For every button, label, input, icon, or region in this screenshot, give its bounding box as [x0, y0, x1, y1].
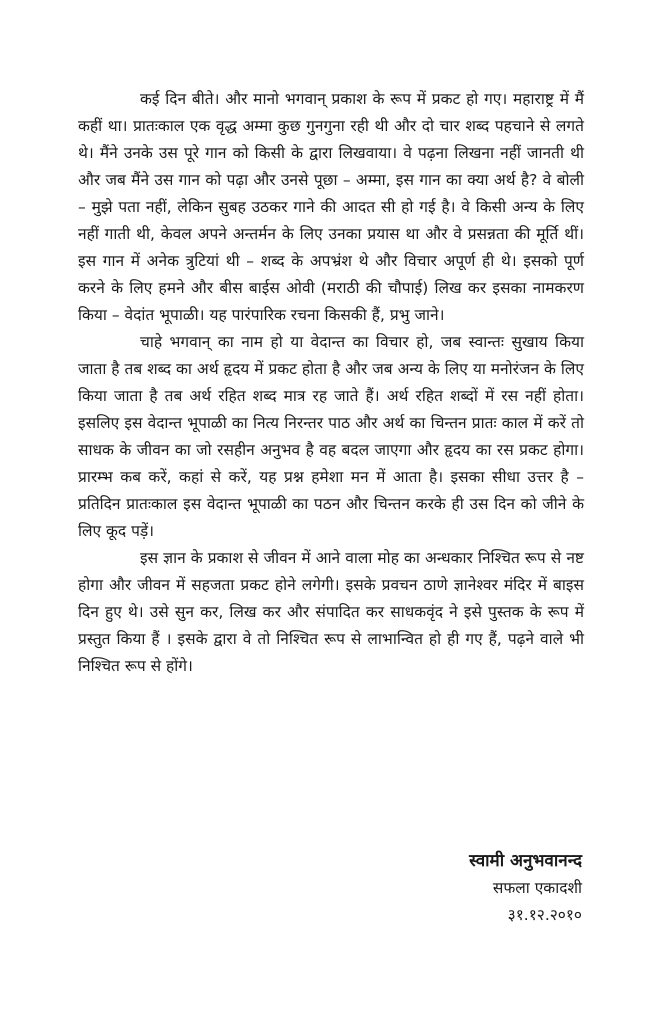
occasion: सफला एकादशी	[492, 879, 582, 897]
preface-body	[78, 86, 584, 680]
paragraph-3: इस ज्ञान के प्रकाश से जीवन में आने वाला मोह का अन्धकार निश्चित रूप से नष्ट होगा और जीवन में सहजता प्रकट होने लगेगी। इसके प्रवचन ठाणे ज्ञानेश्वर मंदिर में बाइस दिन हुए थे। उसे सुन कर, लिख कर और संपादित कर साधकवृंद ने इसे पुस्तक के रूप में प्रस्तुत किया हैं । इसके द्वारा वे तो निश्चित रूप से लाभान्वित हो ही गए हैं, पढ़ने वाले भी निश्चित रूप से होंगे।	[78, 549, 584, 675]
author-name: स्वामी अनुभवानन्द	[469, 851, 582, 871]
signature-block	[469, 848, 582, 929]
paragraph-1: कई दिन बीते। और मानो भगवान् प्रकाश के रूप में प्रकट हो गए। महाराष्ट्र में मैं कहीं था। प्रातःकाल एक वृद्ध अम्मा कुछ गुनगुना रही थी और दो चार शब्द पहचाने से लगते थे। मैंने उनके उस पूरे गान को किसी के द्वारा लिखवाया। वे पढ़ना लिखना नहीं जानती थी और जब मैंने उस गान को पढ़ा और उनसे पूछा – अम्मा, इस गान का क्या अर्थ है? वे बोली – मुझे पता नहीं, लेकिन सुबह उठकर गाने की आदत सी हो गई है। वे किसी अन्य के लिए नहीं गाती थी, केवल अपने अन्तर्मन के लिए उनका प्रयास था और वे प्रसन्नता की मूर्ति थीं। इस गान में अनेक त्रुटियां थी – शब्द के अपभ्रंश थे और विचार अपूर्ण ही थे। इसको पूर्ण करने के लिए हमने और बीस बाईस ओवी (मराठी की चौपाई) लिख कर इसका नामकरण किया – वेदांत भूपाळी। यह पारंपारिक रचना किसकी हैं, प्रभु जाने।	[78, 90, 584, 324]
paragraph-2: चाहे भगवान् का नाम हो या वेदान्त का विचार हो, जब स्वान्तः सुखाय किया जाता है तब शब्द का अर्थ हृदय में प्रकट होता है और जब अन्य के लिए या मनोरंजन के लिए किया जाता है तब अर्थ रहित शब्द मात्र रह जाते हैं। अर्थ रहित शब्दों में रस नहीं होता। इसलिए इस वेदान्त भूपाळी का नित्य निरन्तर पाठ और अर्थ का चिन्तन प्रातः काल में करें तो साधक के जीवन का जो रसहीन अनुभव है वह बदल जाएगा और हृदय का रस प्रकट होगा। प्रारम्भ कब करें, कहां से करें, यह प्रश्न हमेशा मन में आता है। इसका सीधा उत्तर है – प्रतिदिन प्रातःकाल इस वेदान्त भूपाळी का पठन और चिन्तन करके ही उस दिन को जीने के लिए कूद पड़ें।	[78, 333, 584, 540]
date: ३१.१२.२०१०	[507, 906, 582, 924]
